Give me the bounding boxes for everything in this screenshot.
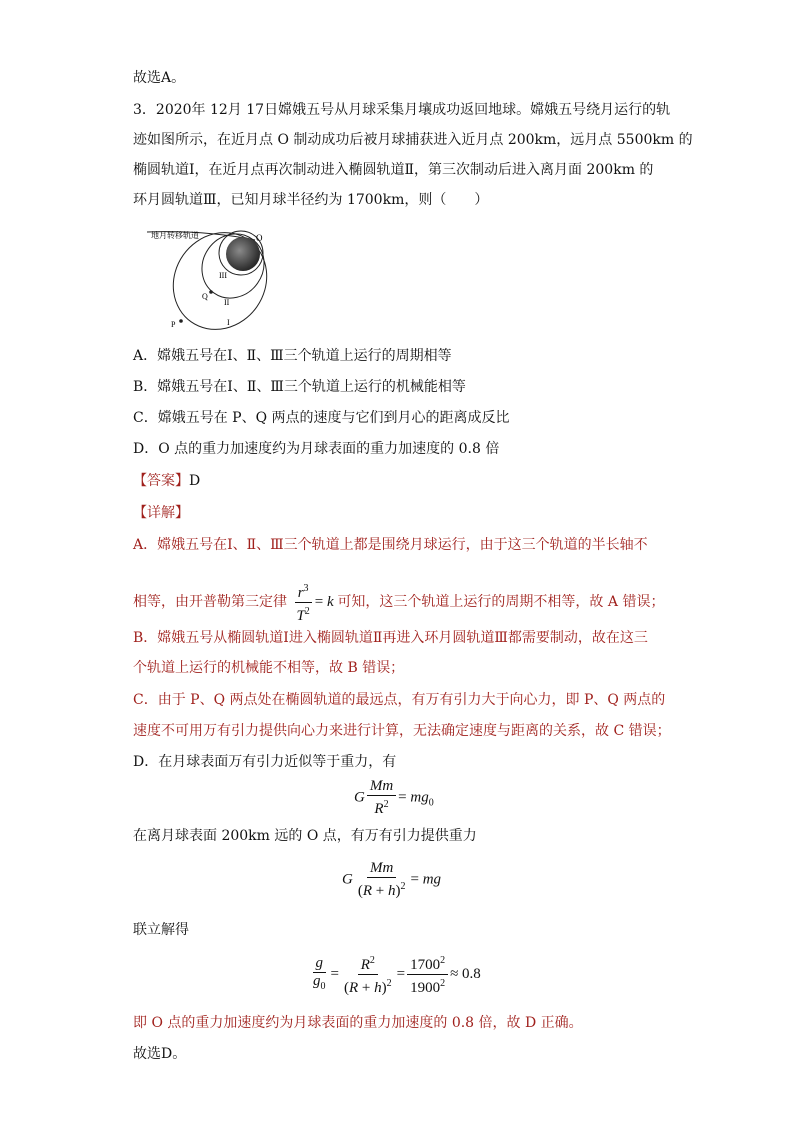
label-II: II (224, 298, 230, 307)
explain-d-line-3: 联立解得 (133, 922, 189, 938)
explain-a-text-post: 可知，这三个轨道上运行的周期不相等，故 A 错误； (337, 593, 665, 610)
label-III: III (219, 271, 227, 280)
transfer-label: 地月转移轨道 (151, 231, 199, 240)
label-P: P (171, 320, 176, 329)
label-I: I (227, 318, 230, 327)
answer-line (133, 471, 200, 491)
answer-value: D (189, 473, 201, 489)
option-C: C．嫦娥五号在 P、Q 两点的速度与它们到月心的距离成反比 (133, 410, 510, 426)
equation-surface-gravity: G $\frac{Mm}{R^2}$ = $mg_0$ (354, 778, 434, 817)
equation-ratio: $\frac{g}{g_0}$ = $\frac{R^2}{(R + h)^2}$ = $\frac{1700^2}{1900^2}$ ≈ 0.8 (308, 952, 481, 997)
explain-c-line-1: C．由于 P、Q 两点处在椭圆轨道的最远点，有万有引力大于向心力，即 P、Q 两点的 (133, 692, 666, 708)
explain-d-line-4: 即 O 点的重力加速度约为月球表面的重力加速度的 0.8 倍，故 D 正确。 (133, 1015, 583, 1031)
point-Q-dot (209, 290, 213, 294)
option-B: B．嫦娥五号在Ⅰ、Ⅱ、Ⅲ三个轨道上运行的机械能相等 (133, 379, 466, 395)
question-line-1: 3．2020年 12月 17日嫦娥五号从月球采集月壤成功返回地球。嫦娥五号绕月运行的轨 (133, 102, 671, 118)
explain-tag: 【详解】 (133, 505, 189, 521)
explain-d-line-1: D．在月球表面万有引力近似等于重力，有 (133, 754, 397, 770)
explain-d-line-2: 在离月球表面 200km 远的 O 点，有万有引力提供重力 (133, 828, 477, 844)
orbit-diagram (145, 226, 275, 332)
label-Q: Q (202, 292, 208, 301)
answer-tag: 【答案】 (133, 473, 189, 489)
explain-a-line-2 (133, 580, 664, 625)
explain-a-text-pre: 相等，由开普勒第三定律 (133, 593, 287, 610)
question-line-4: 环月圆轨道Ⅲ，已知月球半径约为 1700km，则（ ） (133, 192, 489, 208)
question-line-2: 迹如图所示，在近月点 O 制动成功后被月球捕获进入近月点 200km，远月点 5500km 的 (133, 132, 693, 148)
label-O: O (256, 233, 263, 243)
option-A: A．嫦娥五号在Ⅰ、Ⅱ、Ⅲ三个轨道上运行的周期相等 (133, 348, 452, 364)
question-line-3: 椭圆轨道Ⅰ，在近月点再次制动进入椭圆轨道Ⅱ，第三次制动后进入离月面 200km 的 (133, 162, 654, 178)
kepler-equation: $\frac{r^3}{T^2}$ = k (291, 594, 337, 610)
point-P-dot (179, 319, 183, 323)
explain-b-line-2: 个轨道上运行的机械能不相等，故 B 错误； (133, 660, 405, 676)
option-D: D．O 点的重力加速度约为月球表面的重力加速度的 0.8 倍 (133, 441, 500, 457)
final-answer-line: 故选D。 (133, 1046, 187, 1062)
explain-c-line-2: 速度不可用万有引力提供向心力来进行计算，无法确定速度与距离的关系，故 C 错误； (133, 723, 671, 739)
explain-b-line-1: B．嫦娥五号从椭圆轨道Ⅰ进入椭圆轨道Ⅱ再进入环月圆轨道Ⅲ都需要制动，故在这三 (133, 630, 648, 646)
explain-a-line-1: A．嫦娥五号在Ⅰ、Ⅱ、Ⅲ三个轨道上都是围绕月球运行，由于这三个轨道的半长轴不 (133, 537, 648, 553)
prev-answer-line: 故选A。 (133, 70, 186, 86)
equation-orbit-gravity: G $\frac{Mm}{(R + h)^2}$ = mg (342, 860, 442, 899)
moon (226, 237, 260, 271)
